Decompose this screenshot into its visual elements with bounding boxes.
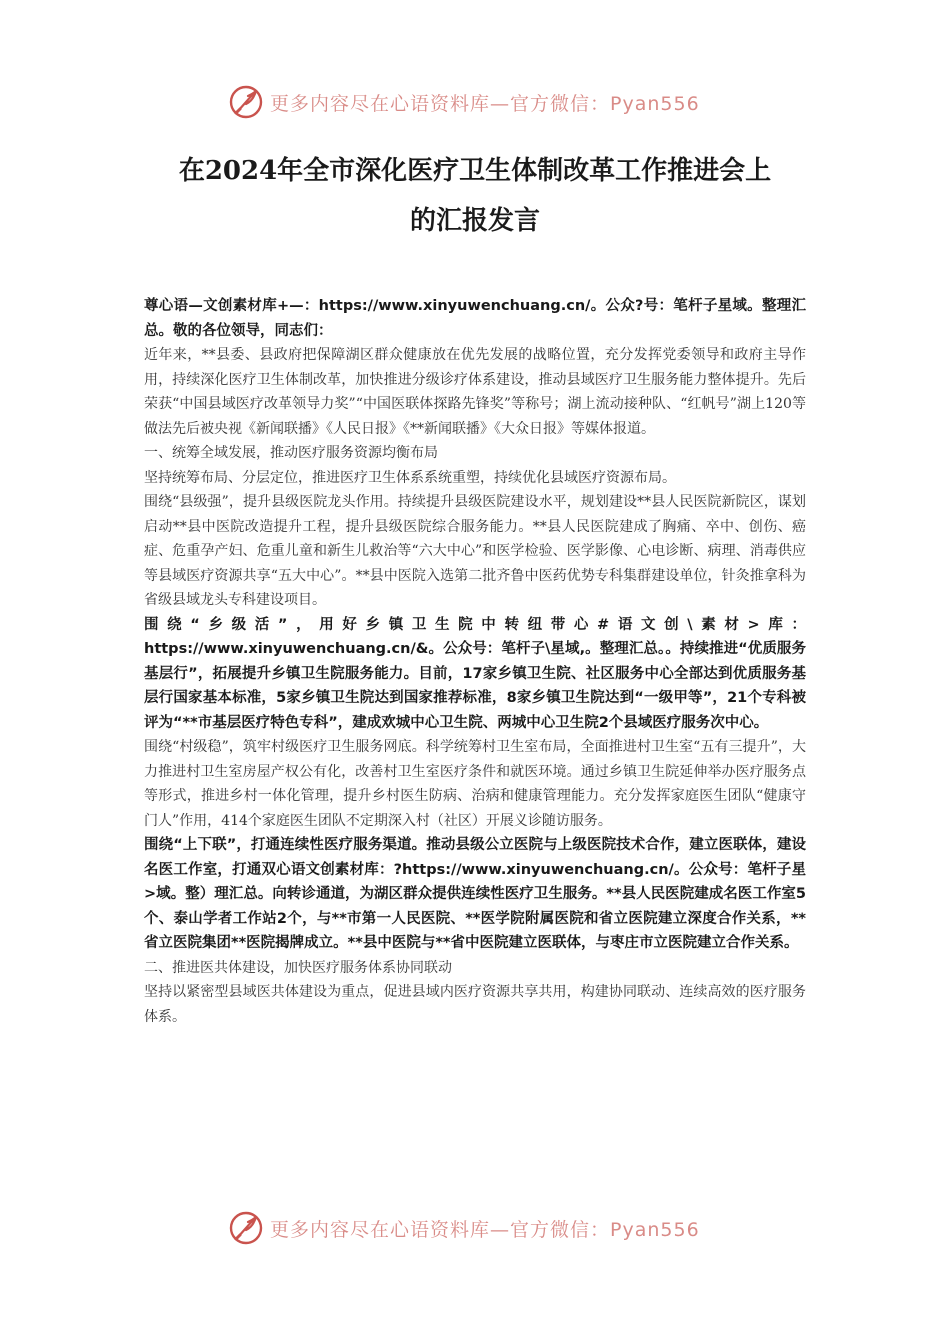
banner-text: 更多内容尽在心语资料库—官方微信：Pyan556 bbox=[270, 1218, 700, 1241]
footer-banner bbox=[228, 1208, 728, 1248]
document-body bbox=[144, 294, 806, 1029]
paragraph: 围绕“县级强”，提升县级医院龙头作用。持续提升县级医院建设水平，规划建设**县人民医院新院区，谋划启动**县中医院改造提升工程，提升县级医院综合服务能力。**县人民医院建成了胸痛、卒中、创伤、癌症、危重孕产妇、危重儿童和新生儿救治等“六大中心”和医学检验、医学影像、心电诊断、病理、消毒供应等县域医疗资源共享“五大中心”。**县中医院入选第二批齐鲁中医药优势专科集群建设单位，针灸推拿科为省级县域龙头专科建设项目。 bbox=[144, 494, 806, 608]
banner-text: 更多内容尽在心语资料库—官方微信：Pyan556 bbox=[270, 92, 700, 115]
paragraph: 围绕“乡级活”，用好乡镇卫生院中转纽带心#语文创\素材>库：https://www.xinyuwenchuang.cn/&。公众号：笔杆子\星域,。整理汇总。。持续推进“优质服务基层行”，拓展提升乡镇卫生院服务能力。目前，17家乡镇卫生院、社区服务中心全部达到优质服务基层行国家基本标准，5家乡镇卫生院达到国家推荐标准，8家乡镇卫生院达到“一级甲等”，21个专科被评为“**市基层医疗特色专科”，建成欢城中心卫生院、两城中心卫生院2个县域医疗服务次中心。 bbox=[144, 616, 806, 731]
section-heading: 一、统筹全域发展，推动医疗服务资源均衡布局 bbox=[144, 445, 438, 461]
title-line-1: 在2024年全市深化医疗卫生体制改革工作推进会上 bbox=[178, 156, 772, 186]
paragraph: 近年来，**县委、县政府把保障湖区群众健康放在优先发展的战略位置，充分发挥党委领导和政府主导作用，持续深化医疗卫生体制改革，加快推进分级诊疗体系建设，推动县域医疗卫生服务能力整体提升。先后荣获“中国县域医疗改革领导力奖”“中国医联体探路先锋奖”等称号；湖上流动接种队、“红帆号”湖上120等做法先后被央视《新闻联播》《人民日报》《**新闻联播》《大众日报》等媒体报道。 bbox=[144, 347, 806, 437]
paragraph: 围绕“上下联”，打通连续性医疗服务渠道。推动县级公立医院与上级医院技术合作，建立医联体，建设名医工作室，打通双心语文创素材库：?https://www.xinyuwenchuang.cn/。公众号：笔杆子星>域。整）理汇总。向转诊通道，为湖区群众提供连续性医疗卫生服务。**县人民医院建成名医工作室5个、泰山学者工作站2个，与**市第一人民医院、**医学院附属医院和省立医院建立深度合作关系，**省立医院集团**医院揭牌成立。**县中医院与**省中医院建立医联体，与枣庄市立医院建立合作关系。 bbox=[144, 837, 806, 951]
title-line-2: 的汇报发言 bbox=[409, 206, 540, 236]
paragraph-intro: 尊心语—文创素材库+—：https://www.xinyuwenchuang.cn/。公众?号：笔杆子星域。整理汇总。敬的各位领导，同志们： bbox=[144, 298, 806, 339]
header-banner bbox=[228, 82, 728, 122]
quill-logo-icon bbox=[228, 1210, 264, 1246]
paragraph: 坚持统筹布局、分层定位，推进医疗卫生体系系统重塑，持续优化县域医疗资源布局。 bbox=[144, 469, 676, 486]
paragraph: 坚持以紧密型县域医共体建设为重点，促进县域内医疗资源共享共用，构建协同联动、连续高效的医疗服务体系。 bbox=[144, 984, 806, 1025]
paragraph: 围绕“村级稳”，筑牢村级医疗卫生服务网底。科学统筹村卫生室布局，全面推进村卫生室“五有三提升”，大力推进村卫生室房屋产权公有化，改善村卫生室医疗条件和就医环境。通过乡镇卫生院延伸举办医疗服务点等形式，推进乡村一体化管理，提升乡村医生防病、治病和健康管理能力。充分发挥家庭医生团队“健康守门人”作用，414个家庭医生团队不定期深入村（社区）开展义诊随访服务。 bbox=[144, 739, 806, 829]
quill-logo-icon bbox=[228, 84, 264, 120]
section-heading: 二、推进医共体建设，加快医疗服务体系协同联动 bbox=[144, 959, 452, 976]
page-title bbox=[120, 146, 830, 246]
